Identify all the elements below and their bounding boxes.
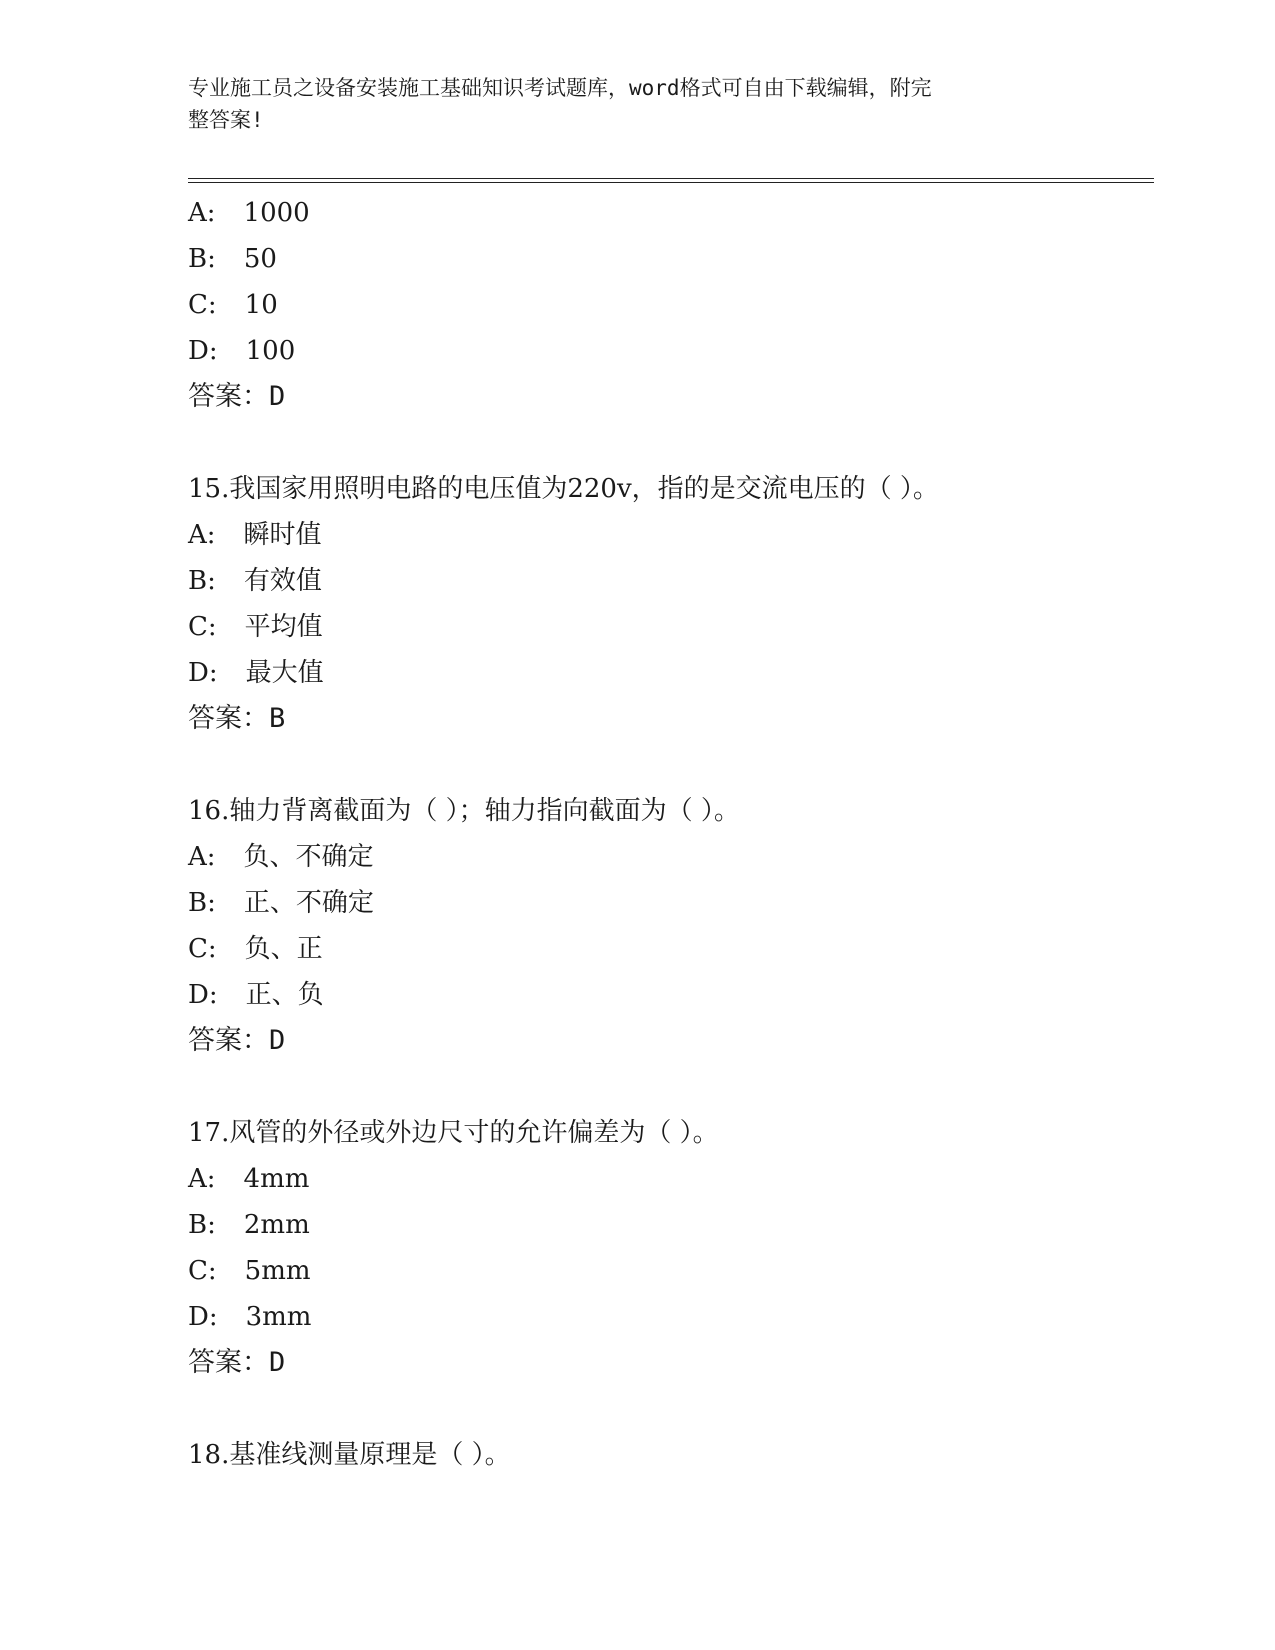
question-16 [188,788,1154,1064]
answer-line: 答案：B [188,703,286,734]
option-text: 100 [245,336,296,366]
option-d [188,1294,1154,1340]
option-letter: D: [188,336,218,366]
option-a [188,834,1154,880]
option-a [188,190,1154,236]
option-text: 1000 [243,198,310,228]
option-text: 正、负 [245,980,324,1010]
option-letter: B: [188,1210,216,1240]
option-b [188,880,1154,926]
answer-line: 答案：D [188,1347,286,1378]
question-text: 18.基准线测量原理是（ ）。 [188,1440,511,1470]
option-text: 正、不确定 [243,888,374,918]
option-text: 最大值 [245,658,324,688]
option-letter: D: [188,658,218,688]
option-text: 负、正 [244,934,323,964]
option-letter: A: [188,1164,216,1194]
option-b [188,1202,1154,1248]
question-text: 17.风管的外径或外边尺寸的允许偏差为（ ）。 [188,1118,719,1148]
option-text: 平均值 [244,612,323,642]
option-text: 2mm [243,1210,310,1240]
question-text: 15.我国家用照明电路的电压值为220v，指的是交流电压的（ ）。 [188,474,939,504]
option-letter: A: [188,520,216,550]
option-letter: C: [188,934,217,964]
option-d [188,972,1154,1018]
option-letter: B: [188,888,216,918]
option-letter: B: [188,244,216,274]
option-c [188,1248,1154,1294]
option-letter: C: [188,290,217,320]
question-15 [188,466,1154,742]
option-letter: C: [188,612,217,642]
option-a [188,512,1154,558]
option-c [188,926,1154,972]
option-letter: D: [188,1302,218,1332]
option-letter: A: [188,198,216,228]
option-letter: A: [188,842,216,872]
question-list [188,190,1154,1478]
header-divider-top [188,178,1154,179]
header-divider-bottom [188,182,1154,183]
question-text: 16.轴力背离截面为（ ）；轴力指向截面为（ ）。 [188,796,740,826]
option-d [188,328,1154,374]
question-14 [188,190,1154,420]
document-header [188,72,1068,136]
option-text: 3mm [245,1302,312,1332]
option-letter: B: [188,566,216,596]
answer-line: 答案：D [188,1025,286,1056]
option-text: 4mm [243,1164,310,1194]
option-letter: C: [188,1256,217,1286]
question-17 [188,1110,1154,1386]
option-c [188,604,1154,650]
answer-line: 答案：D [188,381,286,412]
option-text: 瞬时值 [243,520,322,550]
option-text: 负、不确定 [243,842,374,872]
header-line-2: 整答案! [188,108,264,132]
option-text: 50 [243,244,277,274]
option-b [188,236,1154,282]
option-letter: D: [188,980,218,1010]
question-18 [188,1432,1154,1478]
option-text: 5mm [244,1256,311,1286]
option-b [188,558,1154,604]
option-text: 有效值 [243,566,322,596]
option-text: 10 [244,290,278,320]
option-d [188,650,1154,696]
header-line-1: 专业施工员之设备安装施工基础知识考试题库，word格式可自由下载编辑，附完 [188,76,932,100]
option-c [188,282,1154,328]
option-a [188,1156,1154,1202]
